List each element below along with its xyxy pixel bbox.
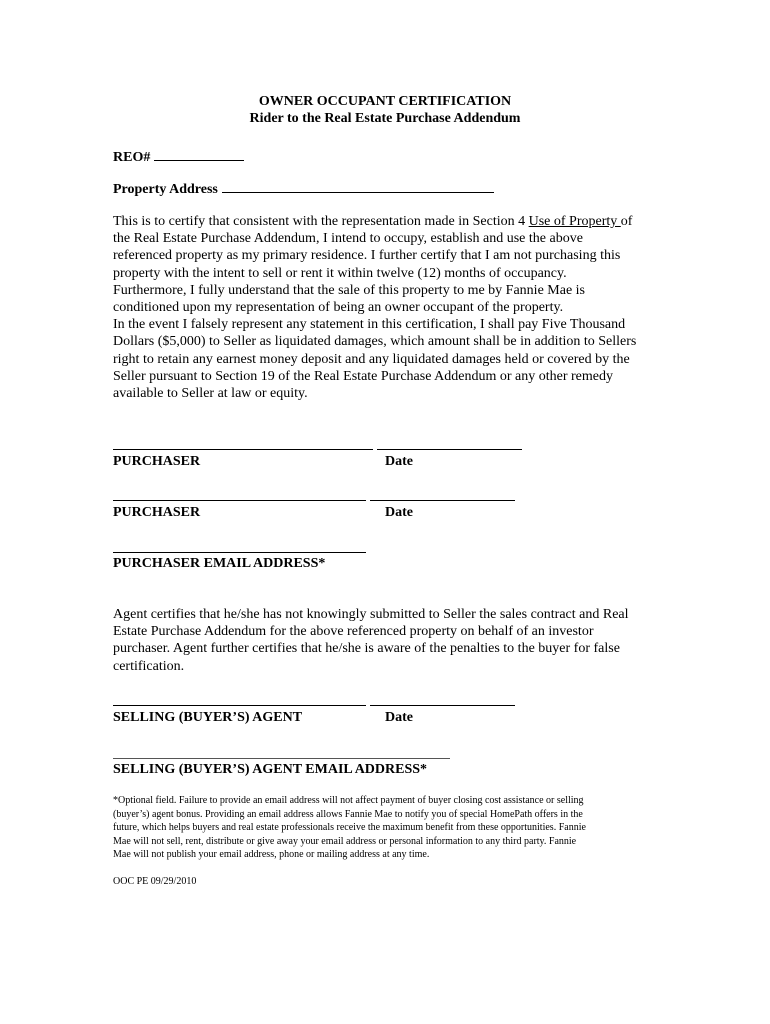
purchaser-email-line[interactable] [113, 552, 366, 553]
purchaser-2-label: PURCHASER [113, 505, 201, 520]
certification-line: property with the intent to sell or rent it within twelve (12) months of occupancy. [113, 265, 567, 281]
certification-line: available to Seller at law or equity. [113, 386, 308, 402]
certification-line: Dollars ($5,000) to Seller as liquidated damages, which amount shall be in addition to Sellers [113, 334, 637, 350]
certification-line: Furthermore, I fully understand that the sale of this property to me by Fannie Mae is [113, 282, 586, 298]
certification-text: This is to certify that consistent with the representation made in Section 4 [113, 214, 529, 229]
purchaser-2-date-label: Date [385, 505, 413, 520]
purchaser-1-signature-line[interactable] [113, 449, 373, 450]
agent-certification-line: certification. [113, 658, 185, 674]
form-code: OOC PE 09/29/2010 [113, 876, 197, 887]
purchaser-1-date-label: Date [385, 454, 413, 469]
agent-email-label: SELLING (BUYER’S) AGENT EMAIL ADDRESS* [113, 762, 428, 777]
agent-certification-line: Estate Purchase Addendum for the above referenced property on behalf of an investor [113, 624, 594, 640]
reo-label: REO# [113, 150, 151, 165]
certification-paragraph [113, 213, 653, 402]
certification-line: referenced property as my primary residence. I further certify that I am not purchasing this [113, 248, 621, 264]
certification-line: In the event I falsely represent any statement in this certification, I shall pay Five Thousand [113, 317, 626, 333]
certification-line [113, 213, 653, 230]
certification-text: of [620, 214, 633, 229]
agent-email-line[interactable] [113, 758, 450, 759]
document-subtitle: Rider to the Real Estate Purchase Addendum [249, 111, 521, 126]
property-address-label: Property Address [113, 182, 218, 197]
certification-line: right to retain any earnest money deposit and any liquidated damages held or covered by the [113, 351, 630, 367]
footnote-line: (buyer’s) agent bonus. Providing an email address allows Fannie Mae to notify you of special HomePath offers in the [113, 808, 583, 820]
reo-field [113, 148, 244, 166]
footnote-line: Mae will not publish your email address, phone or mailing address at any time. [113, 849, 430, 861]
purchaser-1-label: PURCHASER [113, 454, 201, 469]
purchaser-1-date-line[interactable] [377, 449, 522, 450]
agent-signature-line[interactable] [113, 705, 366, 706]
agent-certification-paragraph [113, 606, 653, 675]
footnote-line: future, which helps buyers and real estate professionals receive the maximum benefit from these opportunities. Fannie [113, 822, 586, 834]
certification-line: conditioned upon my representation of being an owner occupant of the property. [113, 300, 564, 316]
document-title: OWNER OCCUPANT CERTIFICATION [258, 94, 512, 109]
agent-certification-line: Agent certifies that he/she has not knowingly submitted to Seller the sales contract and Real [113, 607, 629, 622]
purchaser-2-date-line[interactable] [370, 500, 515, 501]
footnote-line: *Optional field. Failure to provide an email address will not affect payment of buyer closing cost assistance or selling [113, 795, 584, 806]
agent-certification-line: purchaser. Agent further certifies that he/she is aware of the penalties to the buyer for false [113, 641, 620, 657]
agent-label: SELLING (BUYER’S) AGENT [113, 710, 303, 725]
agent-date-label: Date [385, 710, 413, 725]
property-address-field [113, 180, 494, 198]
reo-blank[interactable] [154, 148, 244, 161]
property-address-blank[interactable] [222, 180, 494, 193]
certification-line: Seller pursuant to Section 19 of the Real Estate Purchase Addendum or any other remedy [113, 368, 613, 384]
footnote-line: Mae will not sell, rent, distribute or give away your email address or personal information to any third party. Fannie [113, 835, 577, 847]
certification-line: the Real Estate Purchase Addendum, I intend to occupy, establish and use the above [113, 231, 583, 247]
use-of-property-reference: Use of Property [528, 214, 621, 229]
optional-field-footnote [113, 794, 586, 862]
purchaser-2-signature-line[interactable] [113, 500, 366, 501]
purchaser-email-label: PURCHASER EMAIL ADDRESS* [113, 556, 326, 571]
agent-date-line[interactable] [370, 705, 515, 706]
